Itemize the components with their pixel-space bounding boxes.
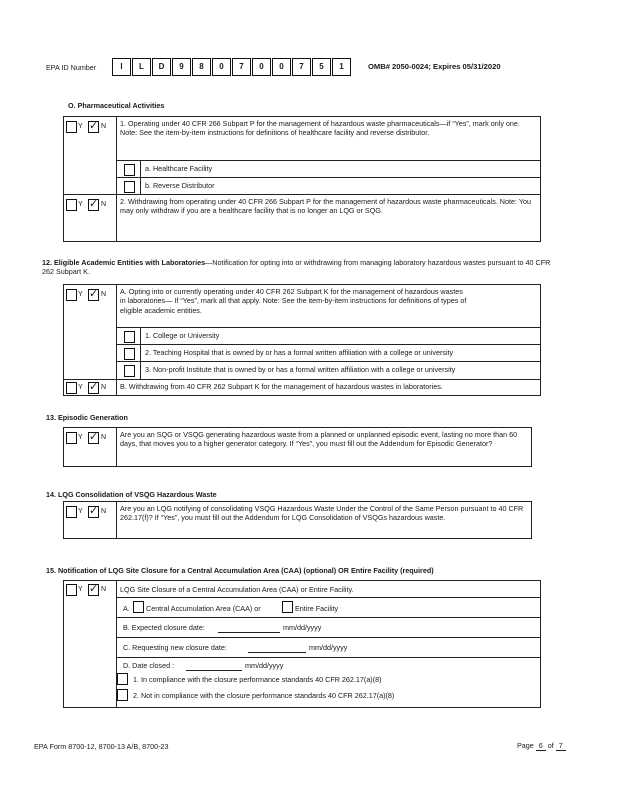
epa-id-char: 0 (212, 58, 231, 76)
new-closure-date-field[interactable] (248, 643, 306, 653)
13-yes-checkbox[interactable] (66, 432, 77, 444)
yes-label: Y (78, 384, 83, 391)
no-label: N (101, 201, 107, 208)
section-14-title: 14. LQG Consolidation of VSQG Hazardous Waste (46, 490, 217, 499)
12a-question: A. Opting into or currently operating under 40 CFR 262 Subpart K for the management of hazardous wastes in laboratories— If “Yes”, mark all that apply. Note: See the item-by-item instructions for definitions of types of eligible academic entities. (120, 287, 467, 315)
nonprofit-institute-checkbox[interactable] (124, 365, 135, 377)
epa-id-char: 0 (272, 58, 291, 76)
compliance-label: 1. In compliance with the closure performance standards 40 CFR 262.17(a)(8) (133, 675, 382, 684)
teaching-hospital-label: 2. Teaching Hospital that is owned by or has a formal written affiliation with a college or university (145, 348, 454, 357)
yes-label: Y (78, 291, 83, 298)
section-13-title: 13. Episodic Generation (46, 413, 128, 422)
section-12-title: 12. Eligible Academic Entities with Laboratories—Notification for opting into or withdrawing from managing laboratory hazardous wastes pursuant to 40 CFR 262 Subpart K. (42, 258, 551, 277)
compliance-checkbox[interactable] (117, 673, 128, 685)
page-total: 7 (556, 741, 566, 751)
epa-id-char: 0 (252, 58, 271, 76)
13-question: Are you an SQG or VSQG generating hazardous waste from a planned or unplanned episodic event, lasting no more than 60 days, that moves you to a higher generator category. If “Yes”, you must fill out the Addendum for Episodic Generator? (120, 430, 518, 449)
yes-label: Y (78, 434, 83, 441)
epa-id-char: 7 (292, 58, 311, 76)
healthcare-facility-checkbox[interactable] (124, 164, 135, 176)
o1-yes-checkbox[interactable] (66, 121, 77, 133)
epa-id-char: 1 (332, 58, 351, 76)
epa-id-char: L (132, 58, 151, 76)
o1-question: 1. Operating under 40 CFR 266 Subpart P for the management of hazardous waste pharmaceuticals—if “Yes”, mark only one. Note: See the item-by-item instructions for definitions of healthcare facility and reverse distributor. (120, 119, 520, 138)
non-compliance-checkbox[interactable] (117, 689, 128, 701)
page-number: 6 (536, 741, 546, 751)
no-label: N (101, 384, 107, 391)
12b-yes-checkbox[interactable] (66, 382, 77, 394)
no-label: N (101, 123, 107, 130)
entire-facility-label: Entire Facility (295, 604, 339, 613)
page-label: Page (517, 741, 534, 750)
no-label: N (101, 434, 107, 441)
section-15-title: 15. Notification of LQG Site Closure for a Central Accumulation Area (CAA) (optional) OR Entire Facility (required) (46, 566, 434, 575)
o1-no-checkbox[interactable] (88, 121, 99, 133)
teaching-hospital-checkbox[interactable] (124, 348, 135, 360)
omb-number: OMB# 2050-0024; Expires 05/31/2020 (368, 62, 501, 71)
no-label: N (101, 586, 107, 593)
14-no-checkbox[interactable] (88, 506, 99, 518)
expected-closure-label: B. Expected closure date: (123, 623, 205, 632)
caa-checkbox[interactable] (133, 601, 144, 613)
12a-no-checkbox[interactable] (88, 289, 99, 301)
epa-id-char: 8 (192, 58, 211, 76)
yes-label: Y (78, 508, 83, 515)
12b-no-checkbox[interactable] (88, 382, 99, 394)
12b-question: B. Withdrawing from 40 CFR 262 Subpart K for the management of hazardous wastes in laboratories. (120, 382, 443, 391)
date-format-hint: mm/dd/yyyy (309, 643, 348, 652)
college-checkbox[interactable] (124, 331, 135, 343)
13-no-checkbox[interactable] (88, 432, 99, 444)
page-indicator (517, 741, 566, 751)
epa-id-char: D (152, 58, 171, 76)
healthcare-facility-label: a. Healthcare Facility (145, 164, 213, 173)
15-question: LQG Site Closure of a Central Accumulation Area (CAA) or Entire Facility. (120, 585, 354, 594)
section-o-title: O. Pharmaceutical Activities (68, 101, 165, 110)
yes-label: Y (78, 201, 83, 208)
reverse-distributor-checkbox[interactable] (124, 181, 135, 193)
date-closed-field[interactable] (186, 661, 242, 671)
entire-facility-checkbox[interactable] (282, 601, 293, 613)
no-label: N (101, 508, 107, 515)
epa-id-char: 9 (172, 58, 191, 76)
epa-id-char: 5 (312, 58, 331, 76)
college-label: 1. College or University (145, 331, 220, 340)
new-closure-label: C. Requesting new closure date: (123, 643, 227, 652)
epa-id-char: 7 (232, 58, 251, 76)
14-yes-checkbox[interactable] (66, 506, 77, 518)
of-label: of (547, 741, 554, 750)
15-no-checkbox[interactable] (88, 584, 99, 596)
reverse-distributor-label: b. Reverse Distributor (145, 181, 215, 190)
date-format-hint: mm/dd/yyyy (283, 623, 322, 632)
date-format-hint: mm/dd/yyyy (245, 661, 284, 670)
15-yes-checkbox[interactable] (66, 584, 77, 596)
date-closed-label: D. Date closed : (123, 661, 175, 670)
epa-id-char: I (112, 58, 131, 76)
15a-label: A. (123, 604, 130, 613)
expected-closure-date-field[interactable] (218, 623, 280, 633)
o2-question: 2. Withdrawing from operating under 40 CFR 266 Subpart P for the management of hazardous waste pharmaceuticals. Note: You may only withdraw if you are a healthcare facility that is no longer an LQG or SQG. (120, 197, 531, 216)
12a-yes-checkbox[interactable] (66, 289, 77, 301)
o2-yes-checkbox[interactable] (66, 199, 77, 211)
14-question: Are you an LQG notifying of consolidating VSQG Hazardous Waste Under the Control of the Same Person pursuant to 40 CFR 262.17(f)? If “Yes”, you must fill out the Addendum for LQG Consolidation of VSQGs hazardous waste. (120, 504, 524, 523)
caa-label: Central Accumulation Area (CAA) or (146, 604, 261, 613)
yes-label: Y (78, 586, 83, 593)
nonprofit-institute-label: 3. Non-profit Institute that is owned by or has a formal written affiliation with a college or university (145, 365, 456, 374)
non-compliance-label: 2. Not in compliance with the closure performance standards 40 CFR 262.17(a)(8) (133, 691, 395, 700)
epa-id-label: EPA ID Number (46, 63, 97, 72)
form-number: EPA Form 8700-12, 8700-13 A/B, 8700-23 (34, 742, 169, 751)
no-label: N (101, 291, 107, 298)
o2-no-checkbox[interactable] (88, 199, 99, 211)
yes-label: Y (78, 123, 83, 130)
